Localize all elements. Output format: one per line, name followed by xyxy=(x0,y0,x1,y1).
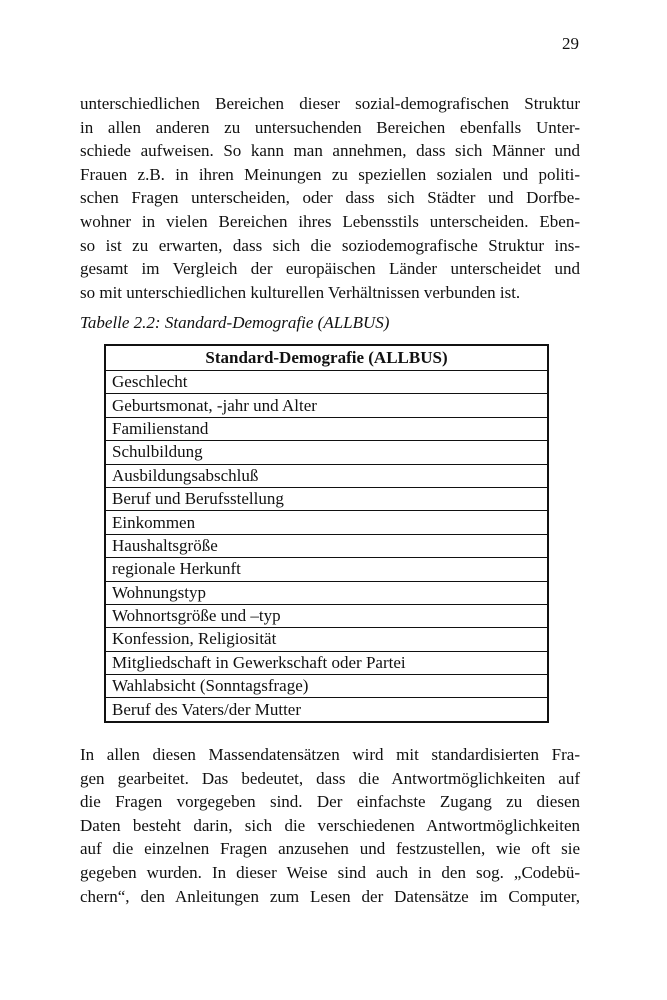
text-line: gen gearbeitet. Das bedeutet, dass die Antwortmöglichkeiten auf xyxy=(80,768,580,788)
text-line: In allen diesen Massendatensätzen wird mit standardisierten Fra- xyxy=(80,745,580,764)
page-number: 29 xyxy=(562,34,579,53)
table-cell: Ausbildungsabschluß xyxy=(105,464,548,487)
body-paragraph-1 xyxy=(80,92,580,304)
text-line: wohner in vielen Bereichen ihres Lebensstils unterscheiden. Eben- xyxy=(80,211,580,231)
table-row xyxy=(105,417,548,440)
table-row xyxy=(105,558,548,581)
table-cell: regionale Herkunft xyxy=(105,558,548,581)
table-cell: Geschlecht xyxy=(105,371,548,394)
body-paragraph-2 xyxy=(80,743,580,908)
table-row xyxy=(105,604,548,627)
table-row xyxy=(105,371,548,394)
table-row xyxy=(105,581,548,604)
table-row xyxy=(105,487,548,510)
table-row xyxy=(105,441,548,464)
table-row xyxy=(105,651,548,674)
table-cell: Wahlabsicht (Sonntagsfrage) xyxy=(105,675,548,698)
text-line: schiede aufweisen. So kann man annehmen, dass sich Männer und xyxy=(80,141,580,161)
table-cell: Schulbildung xyxy=(105,441,548,464)
text-line: so ist zu erwarten, dass sich die soziodemografische Struktur ins- xyxy=(80,235,580,255)
text-line: Frauen z.B. in ihren Meinungen zu speziellen sozialen und politi- xyxy=(80,164,580,184)
table-cell: Einkommen xyxy=(105,511,548,534)
text-line: chern“, den Anleitungen zum Lesen der Datensätze im Computer, xyxy=(80,886,580,906)
text-line: schen Fragen unterscheiden, oder dass sich Städter und Dorfbe- xyxy=(80,188,580,208)
demographics-table xyxy=(104,344,549,723)
text-line: auf die einzelnen Fragen anzusehen und festzustellen, wie oft sie xyxy=(80,839,580,859)
table-header: Standard-Demografie (ALLBUS) xyxy=(105,345,548,371)
table-row xyxy=(105,698,548,722)
text-line: unterschiedlichen Bereichen dieser sozial-demografischen Struktur xyxy=(80,94,580,113)
text-line: Daten besteht darin, sich die verschiedenen Antwortmöglichkeiten xyxy=(80,815,580,835)
text-line: gegeben wurden. In dieser Weise sind auch in den sog. „Codebü- xyxy=(80,862,580,882)
table-row xyxy=(105,464,548,487)
table-header-row xyxy=(105,345,548,371)
table-row xyxy=(105,534,548,557)
table-cell: Wohnungstyp xyxy=(105,581,548,604)
table-caption: Tabelle 2.2: Standard-Demografie (ALLBUS) xyxy=(80,313,390,332)
table-cell: Haushaltsgröße xyxy=(105,534,548,557)
table-cell: Familienstand xyxy=(105,417,548,440)
table-cell: Geburtsmonat, -jahr und Alter xyxy=(105,394,548,417)
table-cell: Beruf des Vaters/der Mutter xyxy=(105,698,548,722)
table-row xyxy=(105,394,548,417)
table-cell: Beruf und Berufsstellung xyxy=(105,487,548,510)
table-cell: Mitgliedschaft in Gewerkschaft oder Partei xyxy=(105,651,548,674)
table-cell: Konfession, Religiosität xyxy=(105,628,548,651)
table-row xyxy=(105,511,548,534)
text-line: in allen anderen zu untersuchenden Bereichen ebenfalls Unter- xyxy=(80,117,580,137)
table-row xyxy=(105,628,548,651)
text-line: so mit unterschiedlichen kulturellen Verhältnissen verbunden ist. xyxy=(80,282,521,302)
table-cell: Wohnortsgröße und –typ xyxy=(105,604,548,627)
text-line: die Fragen vorgegeben sind. Der einfachste Zugang zu diesen xyxy=(80,792,580,812)
text-line: gesamt im Vergleich der europäischen Länder unterscheidet und xyxy=(80,259,580,279)
table-row xyxy=(105,675,548,698)
